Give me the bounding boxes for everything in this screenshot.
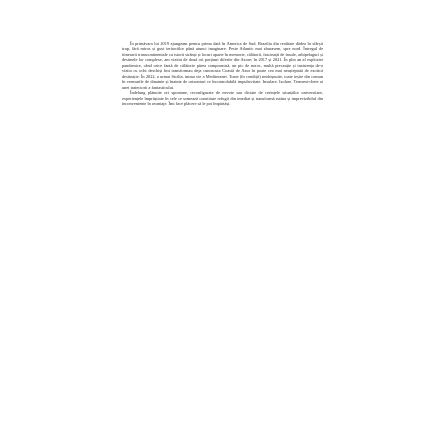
paragraph-2: Îndelung plănuite ori spontane, reconfigurate de nevoie sau dictate de cerințele situațiilor universitare, experiențele împrăștiate în cele ce urmează constituie refugii din imediat și transformă rutina și imprevizibilul din inconveniente în avantaje. Îmi face plăcere să le pot împărtăși. — [122, 90, 323, 106]
body-text — [122, 41, 323, 106]
paragraph-1: În primăvara lui 2019 ajungeam pentru prima dată în America de Sud. Brazilia din realitate dădea în sfârșit trup, fără miros și gust teritoriilor până atunci imaginare. Peste Atlantic mai zburasem, spre nord. Întregul de itinerarii transcontinentale cu istorii strânși și locuri aparte în memorie, călătorii, fascinații de insule, arhipelaguri și destinele lor complexe, am vizitat de două ori porțiuni diferite din Azore; în 2017 și 2021. În plin an al exploziei pandemice, când orice fantă de călătorie părea compromisă, un pic de noroc, multă precauție și insistența de-a vizita cu ochi deschiși îmi transformau deja cunoscuta Coastă de Azur în poate cea mai neașteptată de exotică destinație. În 2022, a urmat Sicilia, inima vie a Mediteranei. Toate (în condiții) neobișnuite, toate ieșite din comun în vremurile de dinainte și înainte de orizonturi ce încontrolabilă impulsivitate. Insulare. Izolare. Termeni-cheie ai unei traiectorii a fantasticului. — [122, 41, 323, 90]
